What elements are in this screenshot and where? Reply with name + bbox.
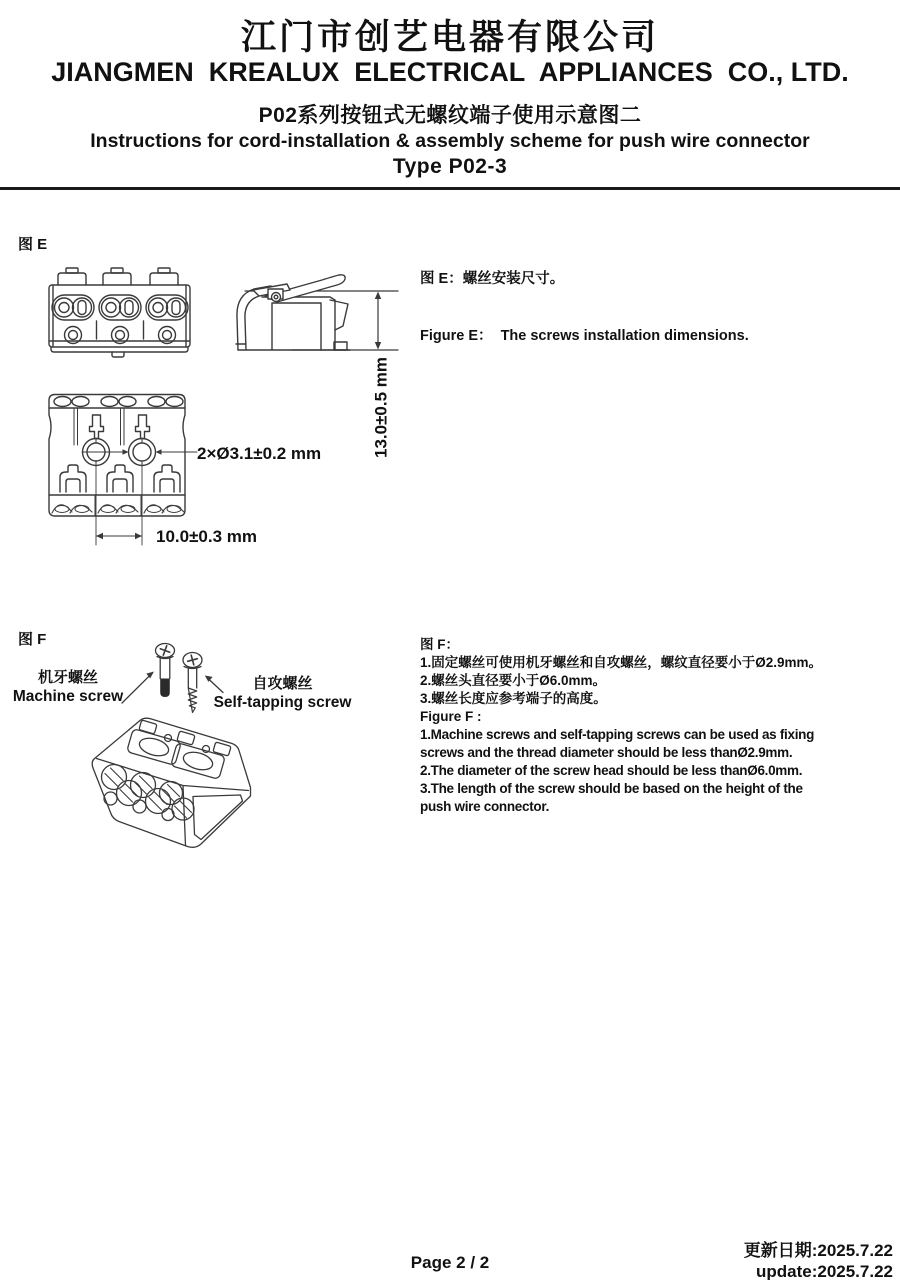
update-date (744, 1240, 893, 1280)
self-tapping-screw-label (210, 674, 355, 712)
figure-f-note-en-2: screws and the thread diameter should be less thanØ2.9mm. (420, 745, 793, 760)
bottom-view-drawing (49, 395, 197, 546)
dim-height: 13.0±0.5 mm (371, 357, 391, 459)
company-name-en: JIANGMEN KREALUX ELECTRICAL APPLIANCES CO., LTD. (51, 57, 849, 87)
figure-f-note-cn-1: 1.固定螺丝可使用机牙螺丝和自攻螺丝，螺纹直径要小于Ø2.9mm。 (420, 655, 823, 670)
figure-f-note-en-4: 3.The length of the screw should be based on the height of the (420, 781, 803, 796)
figure-e-label: 图 E (18, 236, 48, 253)
figure-f-label: 图 F (18, 631, 47, 648)
figure-f-title-cn: 图 F： (420, 637, 459, 652)
series-title-cn: P02系列按钮式无螺纹端子使用示意图二 (258, 104, 642, 127)
update-date-cn: 更新日期:2025.7.22 (743, 1241, 893, 1260)
machine-screw-label-cn: 机牙螺丝 (37, 669, 98, 686)
figure-f-note-cn-3: 3.螺丝长度应参考端子的高度。 (420, 691, 607, 706)
figure-f-note-cn-2: 2.螺丝头直径要小于Ø6.0mm。 (420, 673, 607, 688)
figure-e-drawing (40, 255, 400, 560)
machine-screw-label-en: Machine screw (12, 688, 124, 705)
figure-e-caption-cn: 图 E：螺丝安装尺寸。 (420, 271, 565, 287)
machine-screw-arrow (122, 672, 154, 704)
figure-f-note-en-3: 2.The diameter of the screw head should be less thanØ6.0mm. (420, 763, 803, 778)
company-name-cn: 江门市创艺电器有限公司 (240, 18, 659, 57)
front-view-drawing (49, 268, 190, 357)
machine-screw-icon (156, 644, 175, 698)
self-tapping-label-cn: 自攻螺丝 (252, 675, 313, 692)
update-date-en: update:2025.7.22 (755, 1262, 893, 1280)
header-divider (0, 187, 900, 190)
dim-hole-pitch: 10.0±0.3 mm (156, 527, 258, 546)
series-title-en: Instructions for cord-installation & assembly scheme for push wire connector (90, 130, 810, 152)
figure-f-note-en-5: push wire connector. (420, 799, 550, 814)
self-tapping-screw-icon (183, 653, 202, 713)
figure-f-notes (420, 636, 885, 816)
dim-screw-holes: 2×Ø3.1±0.2 mm (197, 444, 322, 463)
figure-e-caption (420, 232, 749, 384)
machine-screw-label (12, 668, 124, 706)
figure-e-caption-en: Figure E： The screws installation dimensions. (420, 328, 749, 344)
type-label: Type P02-3 (392, 155, 508, 178)
figure-f-note-en-1: 1.Machine screws and self-tapping screws can be used as fixing (420, 727, 815, 742)
figure-f-title-en: Figure F : (420, 709, 482, 724)
side-view-drawing (236, 275, 398, 350)
self-tapping-label-en: Self-tapping screw (213, 694, 352, 711)
page-number: Page 2 / 2 (410, 1253, 490, 1272)
connector-isometric-drawing (92, 718, 250, 847)
